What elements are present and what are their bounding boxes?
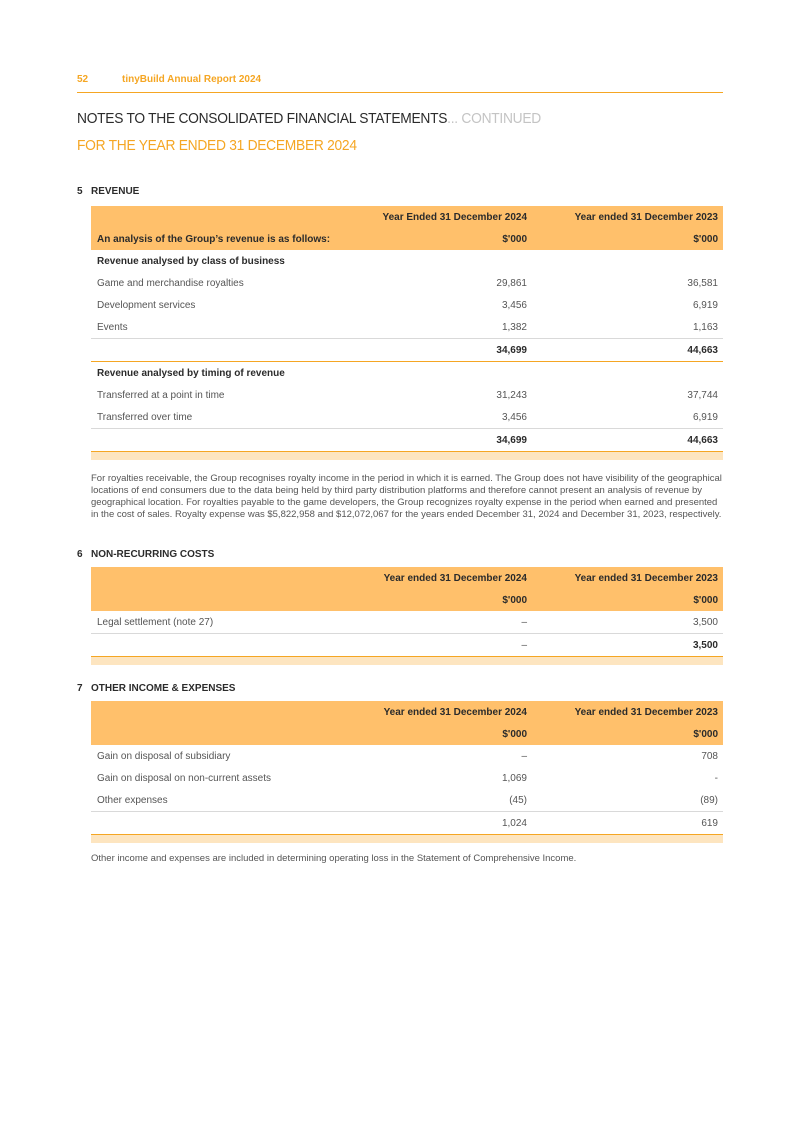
section-title: REVENUE [91, 186, 140, 197]
total-2024: 34,699 [496, 344, 527, 356]
table-row [91, 406, 723, 428]
page-header [77, 74, 723, 93]
page-title-continued: ... CONTINUED [447, 110, 541, 127]
row-label: Gain on disposal on non-current assets [97, 772, 271, 784]
table-row [91, 789, 723, 811]
total-2024: 1,024 [501, 817, 527, 829]
section-number: 5 [77, 186, 83, 197]
value-2024: 29,861 [496, 277, 527, 289]
column-header-2024: Year ended 31 December 2024 [383, 572, 527, 584]
revenue-table [91, 206, 723, 460]
row-label: Legal settlement (note 27) [97, 616, 214, 628]
value-2023: 708 [701, 750, 718, 762]
report-title: tinyBuild Annual Report 2024 [122, 74, 262, 85]
table-footer-band [91, 451, 723, 460]
column-header-2023: Year ended 31 December 2023 [574, 572, 718, 584]
unit-2024: $'000 [502, 594, 527, 606]
unit-2024: $'000 [502, 233, 527, 245]
value-2023: - [714, 772, 718, 784]
total-row [91, 633, 723, 656]
page-title [77, 110, 541, 127]
table-row [91, 272, 723, 294]
table-header-row [91, 589, 723, 611]
value-2023: 6,919 [692, 411, 718, 423]
table-header-row [91, 206, 723, 228]
total-2023: 619 [701, 817, 718, 829]
total-row [91, 811, 723, 834]
value-2024: – [521, 750, 527, 762]
subheading-class: Revenue analysed by class of business [97, 255, 285, 267]
table-row [91, 745, 723, 767]
subheading-timing: Revenue analysed by timing of revenue [97, 367, 285, 379]
value-2023: 6,919 [692, 299, 718, 311]
table-header-row [91, 228, 723, 250]
other-income-table [91, 701, 723, 843]
value-2023: 36,581 [687, 277, 718, 289]
non-recurring-table [91, 567, 723, 665]
total-2023: 3,500 [692, 639, 718, 651]
unit-2023: $'000 [693, 594, 718, 606]
column-header-2024: Year ended 31 December 2024 [383, 706, 527, 718]
total-2024: 34,699 [496, 434, 527, 446]
table-header-row [91, 723, 723, 745]
unit-2023: $'000 [693, 728, 718, 740]
table-row [91, 611, 723, 633]
table-row [91, 384, 723, 406]
column-header-2023: Year ended 31 December 2023 [574, 706, 718, 718]
section-heading-revenue [77, 186, 139, 197]
value-2024: 1,382 [501, 321, 527, 333]
page-title-main: NOTES TO THE CONSOLIDATED FINANCIAL STATEMENTS [77, 110, 448, 127]
subheading-row [91, 362, 723, 384]
value-2024: 3,456 [501, 299, 527, 311]
value-2023: 37,744 [687, 389, 718, 401]
row-label: Development services [97, 299, 196, 311]
value-2024: 3,456 [501, 411, 527, 423]
section-title: NON-RECURRING COSTS [91, 549, 215, 560]
section-title: OTHER INCOME & EXPENSES [91, 683, 236, 694]
value-2023: 3,500 [692, 616, 718, 628]
total-2023: 44,663 [687, 344, 718, 356]
total-2024: – [521, 639, 527, 651]
table-header-row [91, 701, 723, 723]
table-footer-band [91, 656, 723, 665]
total-row [91, 338, 723, 362]
page-subtitle: FOR THE YEAR ENDED 31 DECEMBER 2024 [77, 137, 357, 154]
table-row [91, 767, 723, 789]
revenue-note: For royalties receivable, the Group recognises royalty income in the period in which it is earned. The Group does not have visibility of the geographical locations of end consumers due to the data being held by third party distribution platforms and therefore cannot present an analysis of revenue by geographical location. For royalties payable to the game developers, the Group recognizes royalty expense in the period when earned and presented in the cost of sales. Royalty expense was $5,822,958 and $12,072,067 for the years ended December 31, 2024 and December 31, 2023, respectively. [91, 473, 722, 520]
row-label: Game and merchandise royalties [97, 277, 244, 289]
value-2023: 1,163 [692, 321, 718, 333]
column-header-2023: Year ended 31 December 2023 [574, 211, 718, 223]
value-2023: (89) [700, 794, 718, 806]
row-label: Events [97, 321, 128, 333]
value-2024: – [521, 616, 527, 628]
section-number: 6 [77, 549, 83, 560]
section-number: 7 [77, 683, 83, 694]
value-2024: 1,069 [501, 772, 527, 784]
table-row [91, 316, 723, 338]
subheading-row [91, 250, 723, 272]
unit-2023: $'000 [693, 233, 718, 245]
total-row [91, 428, 723, 451]
value-2024: 31,243 [496, 389, 527, 401]
section-heading-non-recurring [77, 549, 214, 560]
section-heading-other-income [77, 683, 235, 694]
other-income-note: Other income and expenses are included in determining operating loss in the Statement of Comprehensive Income. [91, 853, 577, 864]
table-footer-band [91, 834, 723, 843]
table-header-row [91, 567, 723, 589]
page-number: 52 [77, 74, 89, 85]
total-2023: 44,663 [687, 434, 718, 446]
row-label: Gain on disposal of subsidiary [97, 750, 231, 762]
row-label: Other expenses [97, 794, 168, 806]
row-label: Transferred at a point in time [97, 389, 225, 401]
table-row [91, 294, 723, 316]
value-2024: (45) [509, 794, 527, 806]
column-header-2024: Year Ended 31 December 2024 [382, 211, 527, 223]
table-intro: An analysis of the Group’s revenue is as follows: [97, 233, 331, 245]
unit-2024: $'000 [502, 728, 527, 740]
row-label: Transferred over time [97, 411, 193, 423]
